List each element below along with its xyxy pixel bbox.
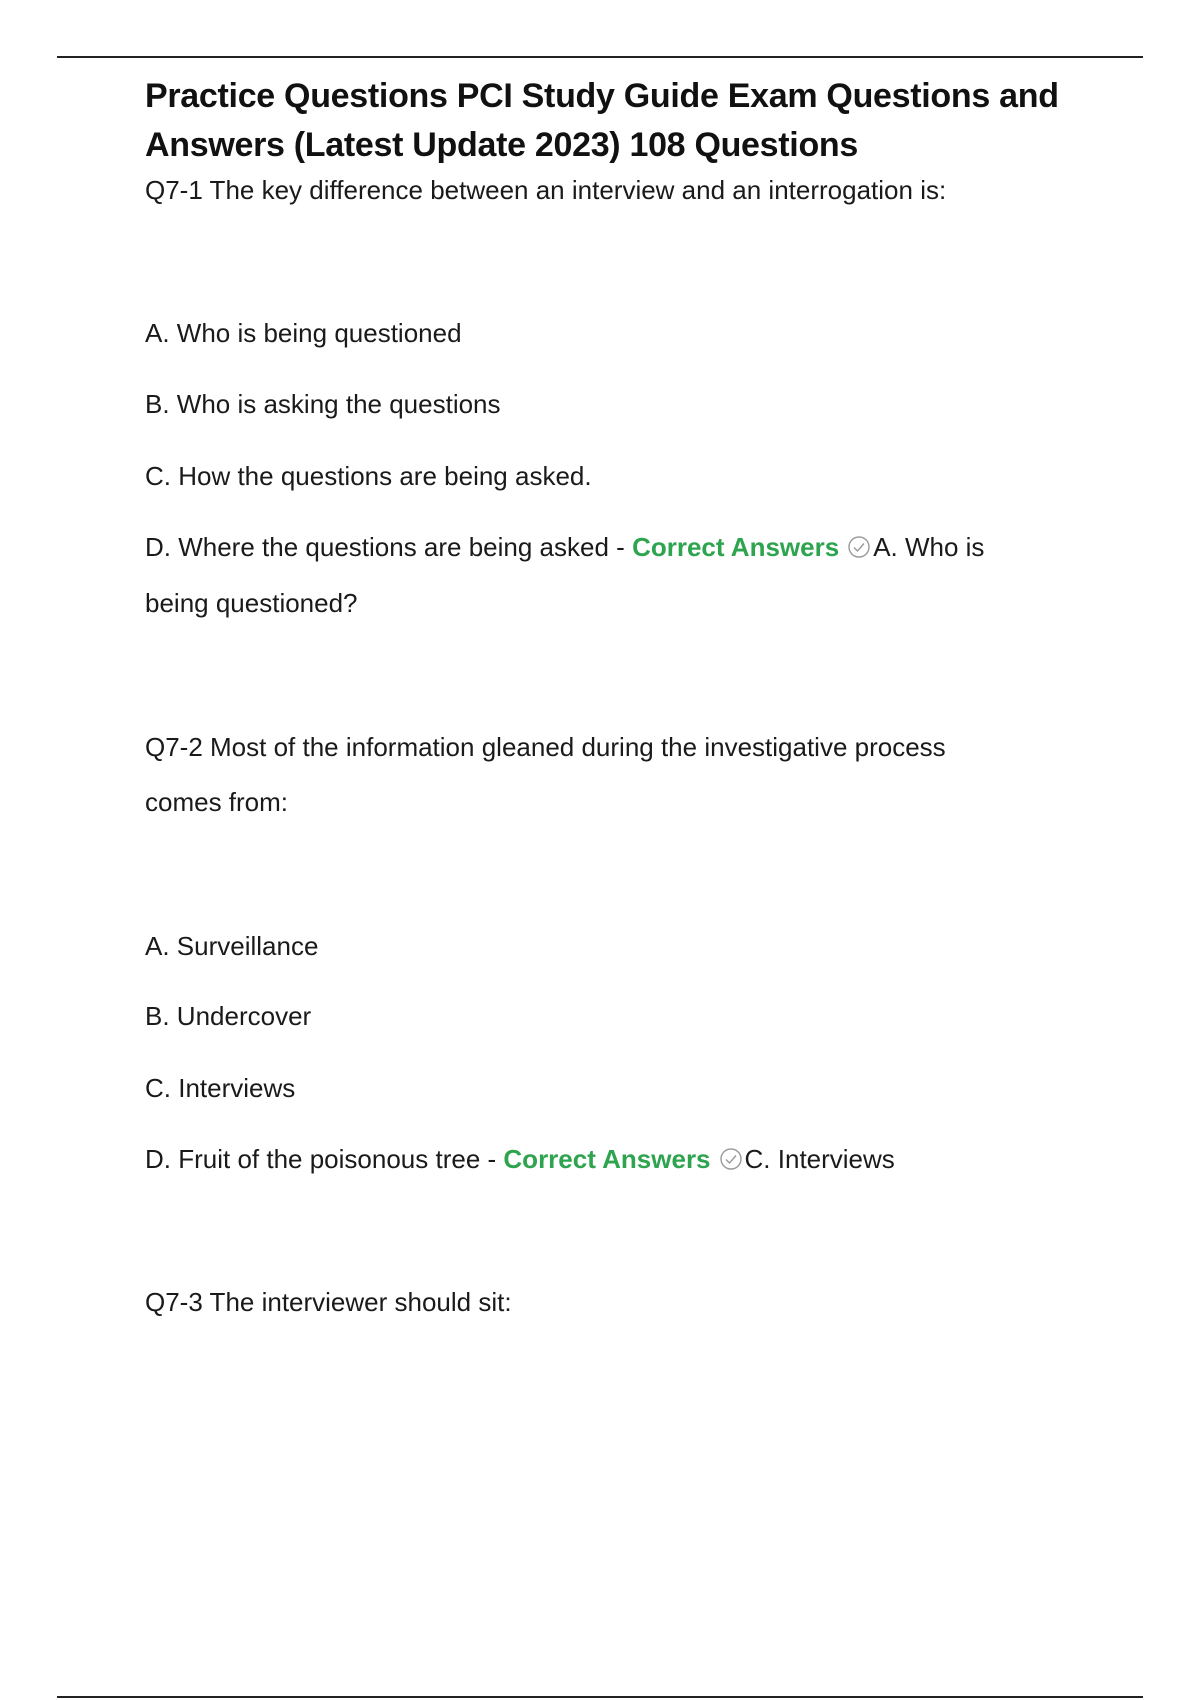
- header-rule: [57, 56, 1143, 58]
- document-body: [145, 72, 1105, 170]
- document-title: Practice Questions PCI Study Guide Exam Questions and Answers (Latest Update 2023) 108 Questions: [145, 77, 1059, 164]
- correct-answers-label: Correct Answers: [632, 532, 840, 562]
- question-2-option-d-line: [145, 1131, 895, 1187]
- footer-rule: [57, 1696, 1143, 1698]
- question-1-option-c: C. How the questions are being asked.: [145, 461, 592, 491]
- question-1-prompt: Q7-1 The key difference between an interview and an interrogation is:: [145, 175, 947, 205]
- question-2-prompt: Q7-2 Most of the information gleaned during the investigative process: [145, 732, 946, 762]
- question-1-option-b: B. Who is asking the questions: [145, 389, 501, 419]
- question-2-option-d: D. Fruit of the poisonous tree -: [145, 1144, 497, 1174]
- question-2-option-a: A. Surveillance: [145, 931, 319, 961]
- question-2-option-b: B. Undercover: [145, 1001, 312, 1031]
- question-1-option-a: A. Who is being questioned: [145, 318, 462, 348]
- question-1-answer: A. Who is: [873, 532, 985, 562]
- question-3-prompt: Q7-3 The interviewer should sit:: [145, 1287, 512, 1317]
- check-circle-icon: [719, 1134, 743, 1158]
- question-2-answer: C. Interviews: [744, 1144, 895, 1174]
- question-2-prompt-continued: comes from:: [145, 787, 289, 817]
- question-1-answer-continued: being questioned?: [145, 588, 358, 618]
- correct-answers-label: Correct Answers: [503, 1144, 711, 1174]
- check-circle-icon: [847, 522, 871, 546]
- question-1-option-d-line: [145, 519, 984, 575]
- question-1-option-d: D. Where the questions are being asked -: [145, 532, 625, 562]
- question-2-option-c: C. Interviews: [145, 1073, 296, 1103]
